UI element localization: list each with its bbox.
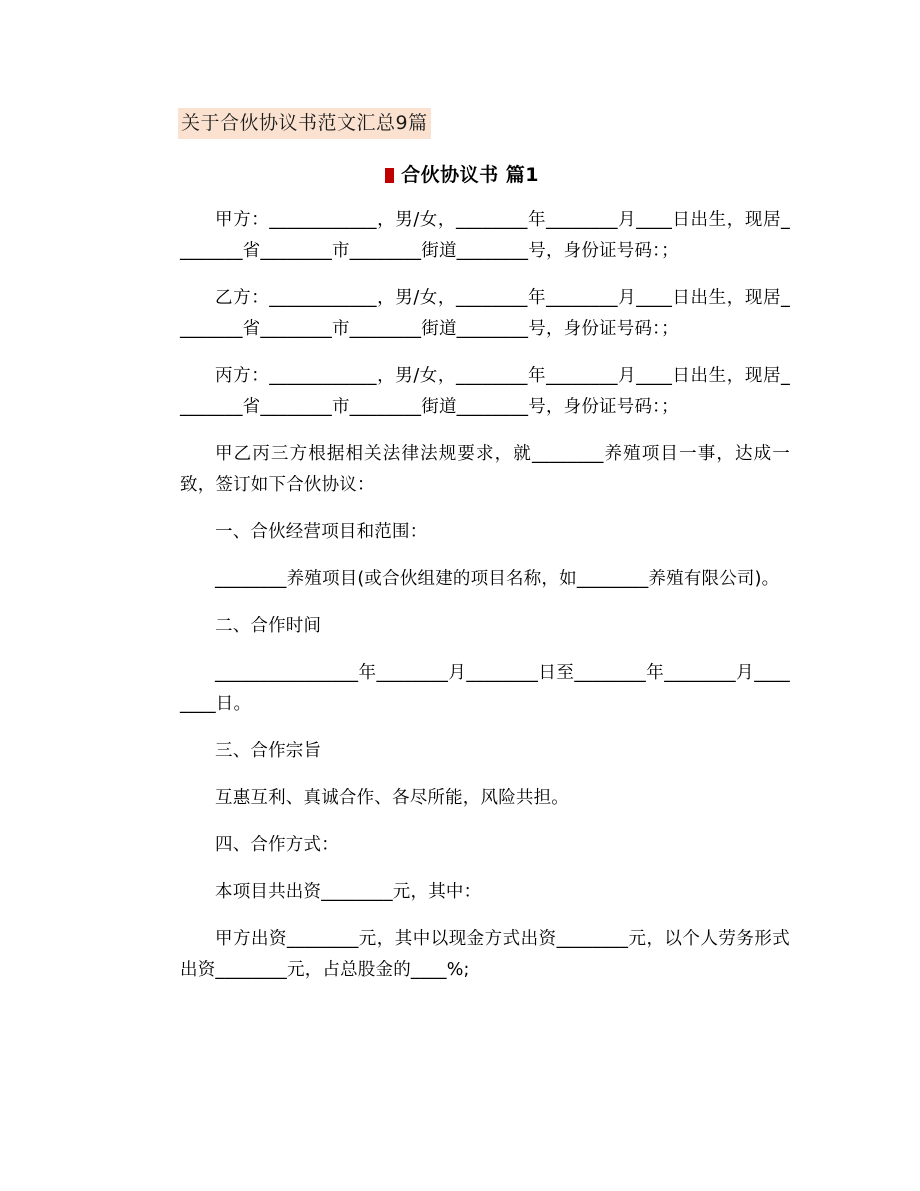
clause-3-body: 互惠互利、真诚合作、各尽所能，风险共担。 [215, 788, 569, 808]
clause-4-heading: 四、合作方式： [215, 835, 339, 855]
clause-4-body-party-a: 甲方出资________元，其中以现金方式出资________元，以个人劳务形式出资________元，占总股金的____%; [180, 929, 790, 980]
paragraph-party-a: 甲方：____________，男/女，________年________月____日出生，现居________省________市________街道________号，身份证号码：； [180, 210, 790, 261]
clause-2-body: ________________年________月________日至________年________月________日。 [180, 663, 790, 714]
document-title: 关于合伙协议书范文汇总9篇 [178, 108, 431, 139]
paragraph-preamble: 甲乙丙三方根据相关法律法规要求，就________养殖项目一事，达成一致，签订如下合伙协议： [180, 444, 790, 495]
section-heading-text: 合伙协议书 篇1 [401, 164, 539, 186]
document-title-row [180, 108, 790, 139]
paragraph-party-c: 丙方：____________，男/女，________年________月____日出生，现居________省________市________街道________号，身份证号码：； [180, 366, 790, 417]
clause-1-heading: 一、合伙经营项目和范围： [215, 522, 428, 542]
section-bullet-icon [385, 168, 394, 183]
section-heading [180, 161, 790, 189]
clause-2-heading: 二、合作时间 [215, 616, 322, 636]
clause-3-heading: 三、合作宗旨 [215, 741, 322, 761]
paragraph-party-b: 乙方：____________，男/女，________年________月____日出生，现居________省________市________街道________号，身份证号码：； [180, 288, 790, 339]
clause-1-body: ________养殖项目(或合伙组建的项目名称，如________养殖有限公司)。 [215, 569, 780, 589]
clause-4-body-total: 本项目共出资________元，其中： [215, 882, 482, 902]
